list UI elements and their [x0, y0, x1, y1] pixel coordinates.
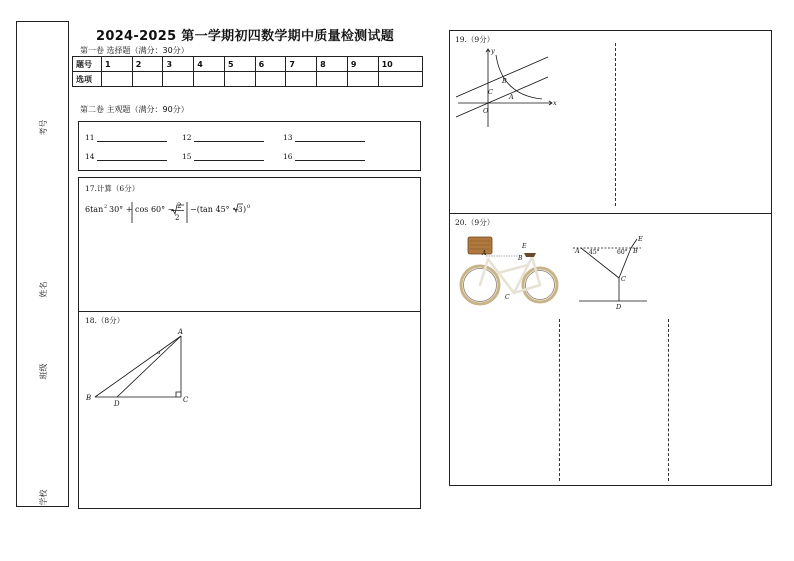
bicycle-image	[458, 233, 560, 309]
answer-table	[72, 56, 423, 87]
answer-cell[interactable]	[102, 72, 133, 87]
name-label: 姓名	[39, 281, 48, 298]
binding-strip	[16, 21, 69, 507]
q18-angle-alpha: α	[157, 350, 161, 356]
blank-line	[295, 133, 365, 142]
q19-point-o: O	[483, 107, 489, 115]
q18-point-c: C	[183, 396, 189, 404]
part2-heading: 第二卷 主观题（满分：90分）	[80, 105, 189, 114]
answer-cell[interactable]	[194, 72, 225, 87]
q17-label: 17.计算（6分）	[85, 184, 140, 193]
q19-label: 19.（9分）	[455, 35, 495, 44]
dashed-divider	[615, 43, 616, 206]
bike-point-c: C	[505, 294, 510, 301]
q19-axis-y: y	[491, 47, 495, 55]
blank-12[interactable]	[182, 133, 264, 142]
bike-point-b: B	[518, 255, 523, 262]
svg-text:0: 0	[247, 204, 251, 210]
blank-number: 13	[283, 133, 293, 142]
blank-number: 12	[182, 133, 192, 142]
table-cell: 2	[132, 57, 163, 72]
fig-point-c: C	[621, 275, 626, 283]
table-cell: 6	[255, 57, 286, 72]
blank-line	[97, 152, 167, 161]
angle-45: 45°	[589, 249, 600, 256]
table-cell: 9	[347, 57, 378, 72]
right-answer-box	[449, 30, 772, 486]
answer-cell[interactable]	[224, 72, 255, 87]
fig-point-d: D	[616, 303, 622, 311]
q19-point-b: B	[502, 77, 507, 85]
answer-cell[interactable]	[163, 72, 194, 87]
blank-line	[194, 133, 264, 142]
fill-blank-box	[78, 121, 421, 171]
svg-text:30° +: 30° +	[109, 205, 133, 214]
q17-q18-box	[78, 177, 421, 509]
table-cell: 10	[378, 57, 422, 72]
dashed-divider	[559, 319, 560, 481]
blank-line	[295, 152, 365, 161]
page-title: 2024-2025 第一学期初四数学期中质量检测试题	[96, 29, 395, 44]
q18-point-a: A	[178, 328, 184, 336]
q19-point-a: A	[509, 93, 514, 101]
table-cell: 1	[102, 57, 133, 72]
svg-text:2: 2	[104, 204, 108, 210]
blank-number: 16	[283, 152, 293, 161]
q18-triangle-figure	[85, 326, 205, 410]
svg-text:): )	[243, 205, 247, 214]
bike-point-e: E	[522, 243, 527, 250]
fig-point-a: A	[575, 247, 580, 255]
svg-text:6tan: 6tan	[85, 205, 104, 214]
blank-line	[194, 152, 264, 161]
blank-15[interactable]	[182, 152, 264, 161]
q17-formula	[83, 196, 273, 230]
table-cell: 4	[194, 57, 225, 72]
row-label-number: 题号	[73, 57, 102, 72]
svg-text:−(tan 45° −: −(tan 45° −	[190, 205, 239, 214]
q20-geometry-figure	[567, 235, 657, 311]
answer-cell[interactable]	[132, 72, 163, 87]
blank-number: 15	[182, 152, 192, 161]
blank-line	[97, 133, 167, 142]
table-cell: 7	[286, 57, 317, 72]
divider	[450, 213, 771, 214]
fig-point-b: B	[633, 247, 638, 255]
row-label-option: 选项	[73, 72, 102, 87]
table-cell: 8	[317, 57, 348, 72]
blank-11[interactable]	[85, 133, 167, 142]
svg-text:3: 3	[238, 206, 243, 214]
dashed-divider	[668, 319, 669, 481]
table-cell: 5	[224, 57, 255, 72]
answer-cell[interactable]	[347, 72, 378, 87]
fig-point-e: E	[638, 235, 643, 243]
svg-text:2: 2	[175, 214, 180, 222]
q18-point-b: B	[86, 394, 92, 402]
q19-axis-x: x	[553, 99, 557, 107]
answer-cell[interactable]	[255, 72, 286, 87]
answer-cell[interactable]	[286, 72, 317, 87]
answer-cell[interactable]	[317, 72, 348, 87]
blank-number: 11	[85, 133, 95, 142]
angle-60: 60°	[617, 249, 628, 256]
class-label: 班级	[39, 363, 48, 380]
bike-point-a: A	[482, 250, 487, 257]
q19-coordinate-figure	[454, 45, 562, 129]
table-row	[73, 72, 423, 87]
q18-point-d: D	[114, 400, 120, 408]
q19-point-c: C	[488, 88, 493, 96]
answer-cell[interactable]	[378, 72, 422, 87]
exam-number-label: 考号	[39, 119, 48, 136]
q18-label: 18.（8分）	[85, 316, 125, 325]
svg-text:cos 60° −: cos 60° −	[135, 205, 175, 214]
table-cell: 3	[163, 57, 194, 72]
blank-13[interactable]	[283, 133, 365, 142]
blank-16[interactable]	[283, 152, 365, 161]
svg-text:2: 2	[177, 202, 182, 210]
table-row	[73, 57, 423, 72]
divider	[79, 311, 420, 312]
school-label: 学校	[39, 489, 48, 506]
blank-number: 14	[85, 152, 95, 161]
blank-14[interactable]	[85, 152, 167, 161]
part1-heading: 第一卷 选择题（满分：30分）	[80, 46, 189, 55]
q20-label: 20.（9分）	[455, 218, 495, 227]
